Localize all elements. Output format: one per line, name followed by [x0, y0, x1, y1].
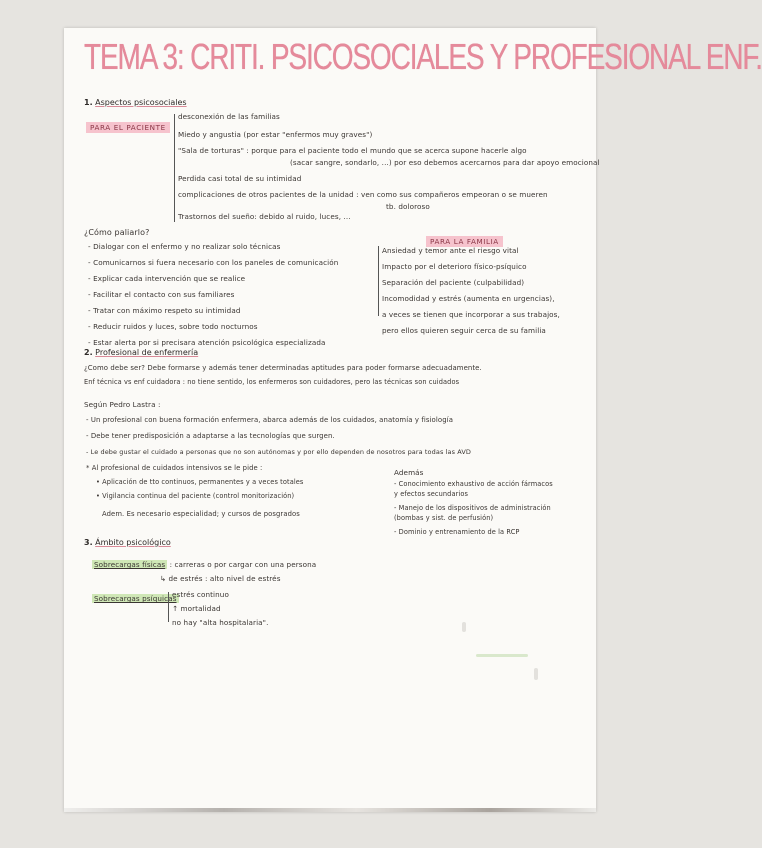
paliarlo-item: - Comunicarnos si fuera necesario con los paneles de comunicación [88, 258, 339, 267]
paciente-brace [174, 114, 175, 222]
ademas-left: Adem. Es necesario especialidad; y cursos de posgrados [102, 510, 300, 518]
sobrecargas-psiquicas-tag: Sobrecargas psíquicas [94, 594, 177, 603]
sobrecargas-fisicas-sub: ↳ de estrés : alto nivel de estrés [160, 574, 281, 583]
segun-item: * Al profesional de cuidados intensivos se le pide : [86, 464, 263, 472]
sobrecargas-fisicas-tag: Sobrecargas físicas [94, 560, 166, 569]
tag-para-la-familia: PARA LA FAMILIA [426, 236, 503, 247]
familia-item: a veces se tienen que incorporar a sus trabajos, [382, 310, 560, 319]
ademas-right-heading: Además [394, 468, 424, 477]
ademas-right-item: - Dominio y entrenamiento de la RCP [394, 528, 520, 536]
ademas-right-item: - Manejo de los dispositivos de administración [394, 504, 551, 512]
paliarlo-item: - Tratar con máximo respeto su intimidad [88, 306, 241, 315]
segun-item: - Un profesional con buena formación enfermera, abarca además de los cuidados, anatomía y fisiología [86, 416, 454, 424]
paliarlo-item: - Estar alerta por si precisara atención psicológica especializada [88, 338, 326, 347]
familia-item: pero ellos quieren seguir cerca de su familia [382, 326, 546, 335]
familia-item: Separación del paciente (culpabilidad) [382, 278, 525, 287]
paciente-item: complicaciones de otros pacientes de la unidad : ven como sus compañeros empeoran o se mueren [178, 190, 548, 199]
psiquicas-brace [168, 592, 169, 622]
familia-item: Incomodidad y estrés (aumenta en urgencias), [382, 294, 555, 303]
section-2-title: Profesional de enfermería [95, 348, 199, 357]
ademas-right-item: - Conocimiento exhaustivo de acción fármacos [394, 480, 553, 488]
paliarlo-item: - Explicar cada intervención que se realice [88, 274, 246, 283]
section-2-line: Enf técnica vs enf cuidadora : no tiene sentido, los enfermeros son cuidadores, pero las técnicas son cuidados [84, 378, 460, 386]
note-page [64, 28, 762, 812]
paciente-item: Miedo y angustia (por estar "enfermos muy graves") [178, 130, 373, 139]
section-1-heading [84, 98, 187, 107]
bleed-mark [534, 668, 538, 680]
section-2-heading [84, 348, 198, 357]
psiquicas-item: estrés continuo [172, 590, 229, 599]
sobrecargas-fisicas [92, 560, 316, 569]
section-1-title: Aspectos psicosociales [95, 98, 187, 107]
section-1-number: 1. [84, 98, 93, 107]
paliarlo-item: - Dialogar con el enfermo y no realizar solo técnicas [88, 242, 281, 251]
bleed-mark [462, 622, 466, 632]
paliarlo-question: ¿Cómo paliarlo? [84, 228, 150, 237]
paciente-item: Perdida casi total de su intimidad [178, 174, 302, 183]
ademas-right-item: y efectos secundarios [394, 490, 469, 498]
segun-heading: Según Pedro Lastra : [84, 400, 161, 409]
section-2-number: 2. [84, 348, 93, 357]
pide-item: • Aplicación de tto continuos, permanentes y a veces totales [96, 478, 304, 486]
paciente-item: Trastornos del sueño: debido al ruido, luces, ... [178, 212, 351, 221]
scan-edge [64, 808, 596, 812]
psiquicas-item: no hay "alta hospitalaria". [172, 618, 269, 627]
paciente-item: desconexión de las familias [178, 112, 280, 121]
segun-item: - Le debe gustar el cuidado a personas que no son autónomas y por ello dependen de nosotros para todas las AVD [86, 448, 472, 456]
section-2-line: ¿Como debe ser? Debe formarse y además tener determinadas aptitudes para poder formarse adecuadamente. [84, 364, 482, 372]
section-3-number: 3. [84, 538, 93, 547]
sobrecargas-psiquicas-tag-wrap [92, 594, 179, 603]
paliarlo-item: - Facilitar el contacto con sus familiares [88, 290, 235, 299]
pide-item: • Vigilancia continua del paciente (control monitorización) [96, 492, 295, 500]
paciente-item: (sacar sangre, sondarlo, ...) por eso debemos acercarnos para dar apoyo emocional [290, 158, 600, 167]
familia-item: Impacto por el deterioro físico-psíquico [382, 262, 527, 271]
page-title: TEMA 3: CRITI. PSICOSOCIALES Y PROFESIONAL ENF. [84, 36, 762, 77]
bleed-mark [476, 654, 528, 657]
familia-brace [378, 246, 379, 316]
psiquicas-item: ↑ mortalidad [172, 604, 221, 613]
paciente-item: "Sala de torturas" : porque para el paciente todo el mundo que se acerca supone hacerle algo [178, 146, 527, 155]
sobrecargas-fisicas-text: : carreras o por cargar con una persona [169, 560, 317, 569]
section-3-heading [84, 538, 171, 547]
tag-para-el-paciente: PARA EL PACIENTE [86, 122, 170, 133]
section-3-title: Ámbito psicológico [95, 538, 171, 547]
paliarlo-item: - Reducir ruidos y luces, sobre todo nocturnos [88, 322, 258, 331]
paciente-item: tb. doloroso [386, 202, 430, 211]
segun-item: - Debe tener predisposición a adaptarse a las tecnologías que surgen. [86, 432, 335, 440]
familia-item: Ansiedad y temor ante el riesgo vital [382, 246, 519, 255]
ademas-right-item: (bombas y sist. de perfusión) [394, 514, 494, 522]
